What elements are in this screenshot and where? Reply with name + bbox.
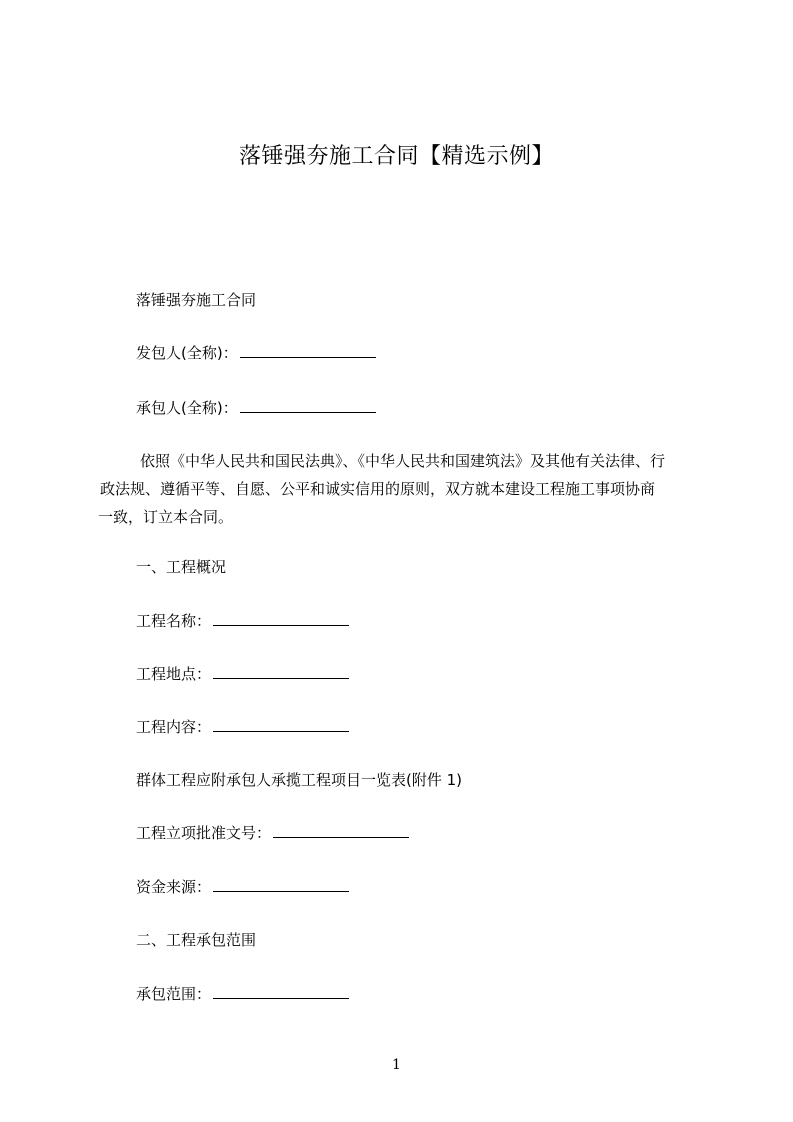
employer-blank — [240, 343, 376, 358]
employer-label: 发包人(全称)： — [136, 344, 238, 362]
scope-field — [136, 983, 349, 1005]
page-number: 1 — [392, 1057, 401, 1073]
approval-doc-field — [136, 822, 409, 844]
contractor-field — [136, 397, 376, 419]
fund-source-field — [136, 876, 349, 898]
project-name-field — [136, 610, 349, 632]
project-name-label: 工程名称： — [136, 612, 212, 630]
project-location-blank — [213, 664, 349, 679]
contractor-blank — [240, 398, 376, 413]
project-name-blank — [213, 611, 349, 626]
contractor-label: 承包人(全称)： — [136, 399, 238, 417]
preamble-paragraph — [100, 447, 702, 531]
approval-doc-blank — [273, 823, 409, 838]
employer-field — [136, 342, 376, 364]
group-project-note: 群体工程应附承包人承揽工程项目一览表(附件 1) — [136, 771, 463, 789]
section-1-heading: 一、工程概况 — [136, 558, 227, 576]
contract-name: 落锤强夯施工合同 — [136, 291, 257, 309]
preamble-line-3: 一致，订立本合同。 — [98, 508, 234, 526]
preamble-line-2: 政法规、遵循平等、自愿、公平和诚实信用的原则，双方就本建设工程施工事项协商 — [100, 480, 656, 498]
project-content-blank — [213, 717, 349, 732]
project-location-field — [136, 663, 349, 685]
preamble-line-1: 依照《中华人民共和国民法典》、《中华人民共和国建筑法》及其他有关法律、行 — [140, 452, 666, 470]
project-location-label: 工程地点： — [136, 665, 212, 683]
scope-label: 承包范围： — [136, 985, 212, 1003]
scope-blank — [213, 984, 349, 999]
section-2-heading: 二、工程承包范围 — [136, 931, 257, 949]
fund-source-label: 资金来源： — [136, 878, 212, 896]
document-title: 落锤强夯施工合同【精选示例】 — [238, 144, 554, 169]
fund-source-blank — [213, 877, 349, 892]
project-content-label: 工程内容： — [136, 718, 212, 736]
project-content-field — [136, 716, 349, 738]
approval-doc-label: 工程立项批准文号： — [136, 824, 272, 842]
